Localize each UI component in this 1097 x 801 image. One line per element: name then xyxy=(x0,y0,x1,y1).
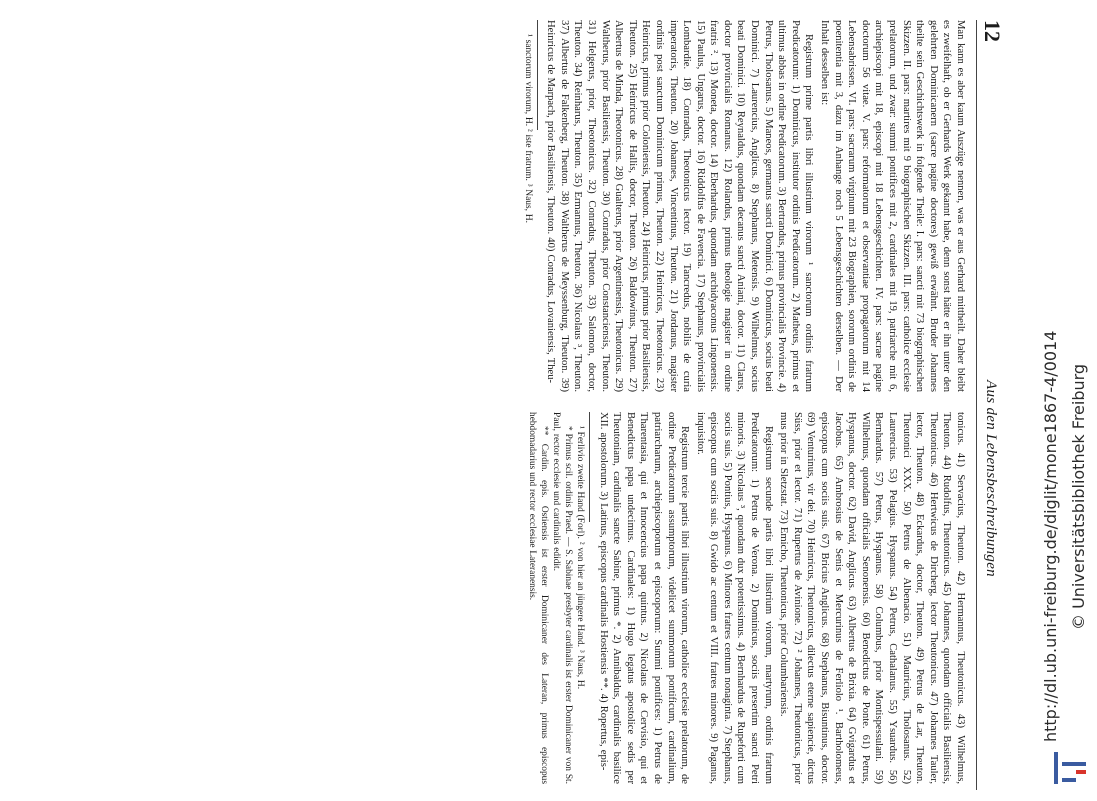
source-url-link[interactable]: http://dl.ub.uni-freiburg.de/diglit/mone1867-4/0014 xyxy=(1041,330,1060,742)
footnote-divider xyxy=(537,20,538,130)
page-inner xyxy=(100,20,1005,790)
right-paragraph-2: Registrum secunde partis libri illustrium virorum, martyrum, ordinis fratrum Predicatorum: 1) Petrus de Verona. 2) Dominicus, sociis presertim sancti Petri minoris. 3) Nicolaus ³, quondam dux potentissimus. 4) Bernhardus de Rupeforti cum sociis suis. 5) Pontius, Hyspanus. 6) Minores fratres centum nonaginta. 7) Stephanus, episcopus cum sociis suis. 8) Gwido ac centum et VIII. fratres minores. 9) Paganus, inquisitor. xyxy=(694,412,774,784)
running-head xyxy=(976,20,1005,790)
right-footnote-1: ¹ Ferlivio zweite Hand (Forl). ² von hier an jüngere Hand. ³ Naus, H. xyxy=(574,426,585,690)
logo-bar-top xyxy=(1054,752,1058,784)
left-column xyxy=(522,20,967,392)
right-paragraph-3: Registrum tercie partis libri illustrium virorum, catholice ecclesie prelatorum, de ordine Predicatorum assumptorum, videlicet summorum pontificum, cardinalium, patriarcharum, archiepiscoporum et episcoporum: Summi pontifices: 1) Petrus de Tharentasia, qui et Innocencius papa quintus. 2) Nicolaus de Cervisio, qui et Benedictus papa undecimus. Cardinales: 1) Hugo legatus apostolice sedis per Theutoniam, cardinalis sancte Sabine, primus *. 2) Annibaldus, cardinalis basilice XII. apostolorum. 3) Latinus, episcopus cardinalis Hostiensis **. 4) Ropertus, epis- xyxy=(597,412,691,784)
right-footnote-3: ** Cardin. epis. Ostiensis ist erster Dominicaner des Lateran, primus episcopus hebdomadarius und rector ecclesiae Lateranensis. xyxy=(526,412,549,784)
right-column xyxy=(526,412,967,784)
right-footnote-2: * Primus scil. ordinis Praed. — S. Sabinae presbyter cardinalis ist erster Dominicaner von St. Paul, rector ecclesie und cardinalis edidit. xyxy=(550,412,573,784)
logo-bar-middle xyxy=(1062,762,1086,766)
ub-freiburg-logo-icon xyxy=(1050,748,1090,788)
rotated-page-content xyxy=(100,20,1005,790)
page-number: 12 xyxy=(980,20,1005,42)
left-paragraph-1: Man kann es aber kaum Auszüge nennen, was er aus Gerhard mittheilt. Daher bleibt es zweifelhaft, ob er Gerhards Werk gekannt habe, denn sonst hätte er ihn unter den gelehrten Dominicanern (sacre pagine doctores) gewiß erwähnt. Bruder Johannes theilte sein Geschichtswerk in folgende Theile: I. pars: sancti mit 73 biographischen Skizzen. II. pars: martires mit 9 biographischen Skizzen. III. pars: catholice ecclesie prelatorum, und zwar: summi pontifices mit 2, cardinales mit 19, patriarche mit 6, archiepiscopi mit 18, episcopi mit 18 Lebensgeschichten. IV. pars: sacrae pagine doctorum 56 vitae. V. pars: reformatorum et observantiae propagatorum mit 14 Lebensabrissen. VI. pars: sacrarum virginum mit 23 Biographien, sororum ordinis de poenitentia mit 3, dazu im Anhange noch 5 Lebensgeschichten derselben. — Der Inhalt desselben ist: xyxy=(819,20,966,392)
left-footnote: ¹ sanctorum virorum, H. ² iste fratrum. ³ Naus, H. xyxy=(522,34,533,223)
logo-bar-bottom xyxy=(1062,778,1076,782)
right-paragraph-1: tonicus. 41) Servacius, Theuton. 42) Hermannus, Theutonicus. 43) Wilhelmus, Theuton. 44) Rudolfus, Theutonicus. 45) Johannes, quondam officialis Basiliensis, Theutonicus. 46) Hertwicus de Dircherg, lector Theutonicus. 47) Johannes Tauler, lector, Theuton. 48) Eckardus, doctor, Theuton. 49) Petrus de Lar, Theuton. Theutonici XXX. 50) Petrus de Albenacio. 51) Mauricius, Tholosanus. 52) Laurencius. 53) Pelagius. Hyspanus. 54) Petrus, Cathalanus. 55) Ysuardus. 56) Bernhardus. 57) Petrus, Hyspanus. 58) Columbus, prior Montispessulani. 59) Wilhelmus, quondam officialis Senonensis. 60) Benedictus de Ponte. 61) Petrus, Hyspanus, doctor. 62) David, Anglicus. 63) Albertus de Brixia. 64) Gvigardus et Jacobus. 65) Ambrosius de Senis et Mercurinus de Ferliolo ¹. Bartholomeus, episcopus cum sociis suis. 67) Bricius Anglicus. 68) Stephanus, Bisuntinus, doctor. 69) Venturinus, vir dei. 70) Heinricus, Theutonicus, dilectus eterne sapiencie, dictus Süss, prior et lector. 71) Rupertus de Avinione. 72) ² Johannes, Theutonicus, prior mus prior in Sletzstat. 73) Emicho, Theutonicus, prior Columbariensis. xyxy=(778,412,966,784)
footnote-divider xyxy=(589,412,590,522)
running-title: Aus den Lebensbeschreibungen xyxy=(983,380,999,577)
left-paragraph-2: Registrum prime partis libri illustrium virorum ¹ sanctorum ordinis fratrum Predicatorum: 1) Dominicus, institutor ordinis Predicatorum. 2) Matheus, primus et ultimus abbas in ordine Predicatorum. 3) Bertrandus, primus provincialis Provincie. 4) Petrus, Tholosanus. 5) Maneos, germanus sancti Dominici. 6) Dominicus, socius beati Dominici. 7) Laurencius, Anglicus. 8) Stephanus, Metensis. 9) Wilhelmus, socius beati Dominici. 10) Reynaldus, quondam decanus sancti Aniani, doctor. 11) Clarus, doctor provincialis Romanus. 12) Rolandus, primus theologie magister in ordine fratris ². 13) Moneta, doctor. 14) Eberhardus, quondam archidyaconus Lingonensis. 15) Paulus, Ungarus, doctor. 16) Riddolfus de Favencia. 17) Stephanus, provincialis Lombardie. 18) Conradus, Theotonicus lector. 19) Tancredus, nobilis de curia imperatoris, Theuton. 20) Johannes, Vincentinus, Theuton. 21) Jordanus, magister ordinis post sanctum Dominicum primus, Theuton. 22) Heinricus, Theotonicus. 23) Heinricus, primus prior Coloniensis, Theuton. 24) Heinricus, primus prior Basiliensis, Theuton. 25) Heinricus de Hallis, doctor, Theuton. 26) Baldowinus, Theuton. 27) Albertus de Minda, Theotonicus. 28) Gualterus, prior Argentinensis, Theutonicus. 29) Waltherus, prior Basiliensis, Theuton. 30) Conradus, prior Constanciensis, Theuton. 31) Helgerus, prior, Theotonicus. 32) Conradus, Theuton. 33) Salomon, doctor, Theuton. 34) Reinharus, Theuton. 35) Ermannus, Theuton. 36) Nicolaus ³, Theuton. 37) Albertus de Falkenberg, Theuton. 38) Waltherus de Meyssenburg, Theuton. 39) Heinricus de Marpach, prior Basiliensis, Theuton. 40) Conradus, Lovaniensis, Theu- xyxy=(545,20,815,392)
copyright-notice: © Universitätsbibliothek Freiburg xyxy=(1069,363,1088,630)
logo-bar-accent xyxy=(1076,770,1086,774)
